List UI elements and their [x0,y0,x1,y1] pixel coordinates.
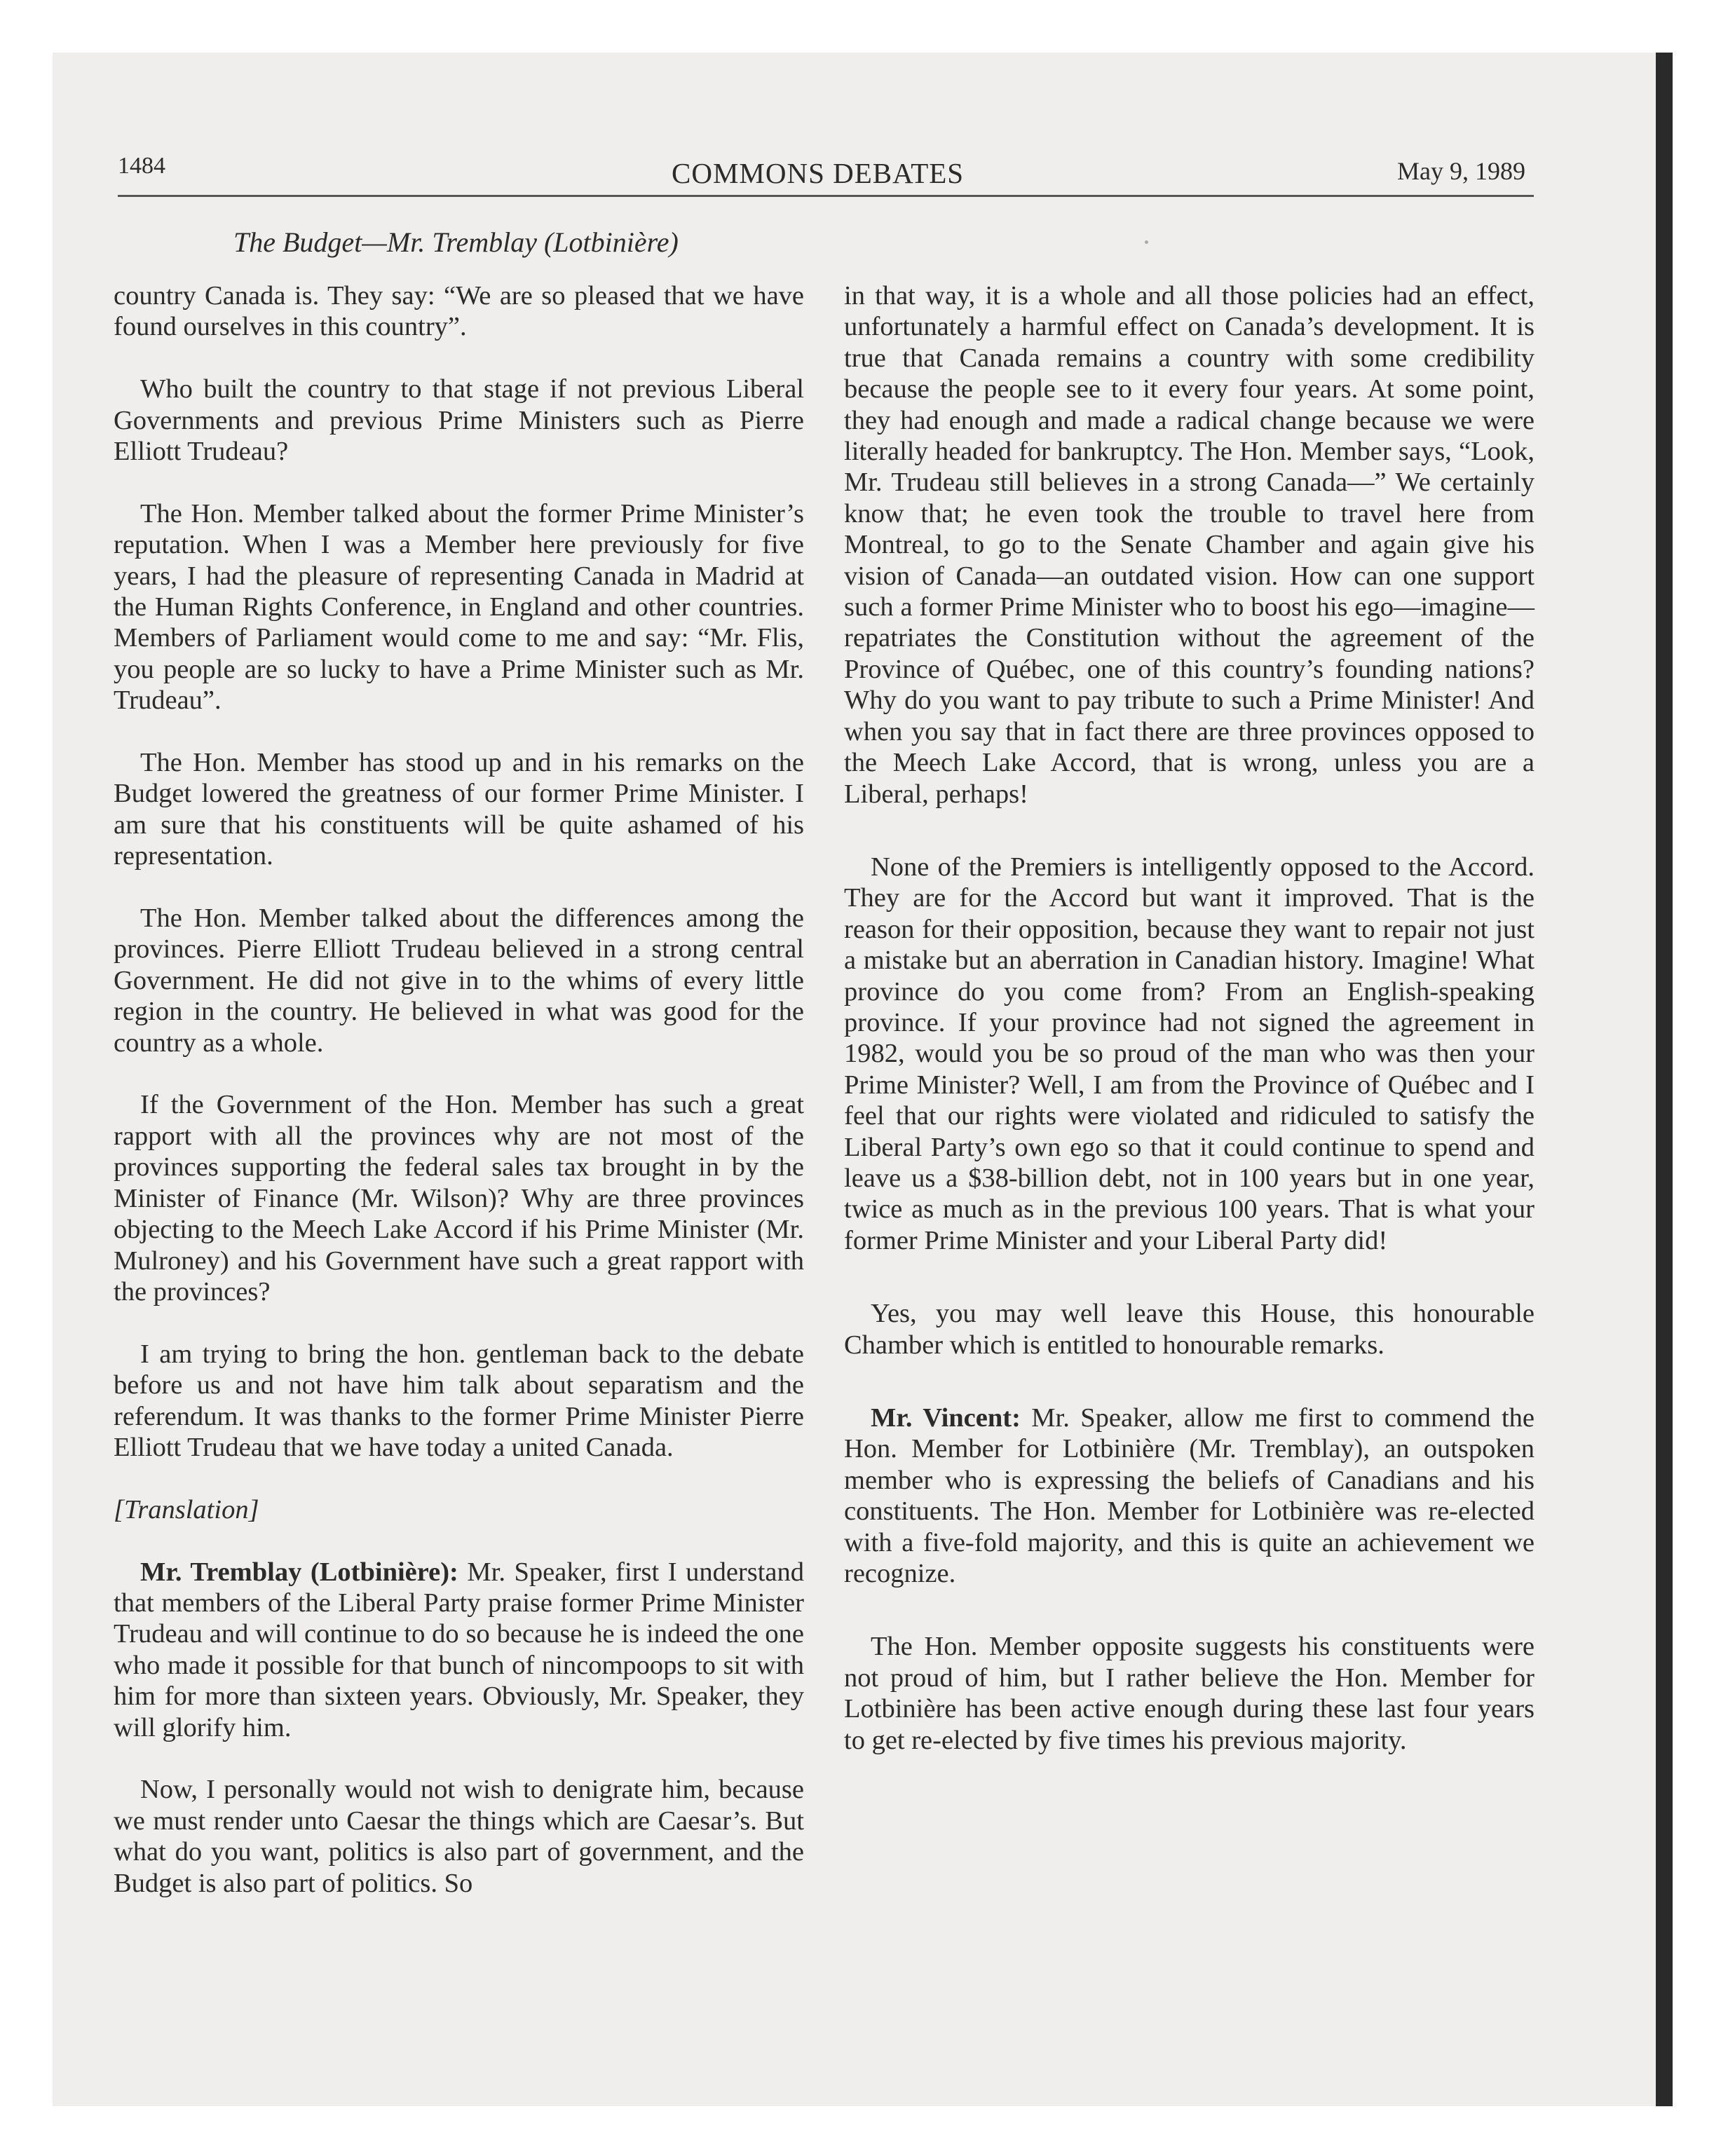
paragraph: Now, I personally would not wish to denigrate him, because we must render unto Caesar the things which are Caesar’s. But what do you want, politics is also part of government, and the Budget is also part of politics. So [114,1775,804,1898]
speech-text: Mr. Speaker, allow me first to commend the Hon. Member for Lotbinière (Mr. Tremblay), an outspoken member who is expressing the beliefs of Canadians and his constituents. The Hon. Member for Lotbinière was re-elected with a five-fold majority, and this is quite an achievement we recognize. [844,1403,1535,1589]
paragraph: The Hon. Member talked about the differences among the provinces. Pierre Elliott Trudeau believed in a strong central Government. He did not give in to the whims of every little region in the country. He believed in what was good for the country as a whole. [114,903,804,1058]
speech-text: Mr. Speaker, first I understand that members of the Liberal Party praise former Prime Minister Trudeau and will continue to do so because he is indeed the one who made it possible for that bunch of nincompoops to sit with him for more than sixteen years. Obviously, Mr. Speaker, they will glorify him. [114,1557,804,1742]
page-number: 1484 [118,153,165,179]
paragraph: I am trying to bring the hon. gentleman back to the debate before us and not have him talk about separatism and the referendum. It was thanks to the former Prime Minister Pierre Elliott Trudeau that we have today a united Canada. [114,1339,804,1462]
paragraph: The Hon. Member opposite suggests his constituents were not proud of him, but I rather believe the Hon. Member for Lotbinière has been active enough during these last four years to get re-elected by five times his previous majority. [844,1632,1535,1755]
scan-edge [1656,53,1673,2106]
header-rule [118,195,1534,197]
stray-mark [1145,240,1148,244]
speaker-name: Mr. Tremblay (Lotbinière): [140,1557,458,1587]
paragraph: If the Government of the Hon. Member has such a great rapport with all the provinces why are not most of the provinces supporting the federal sales tax brought in by the Minister of Finance (Mr. Wilson)? Why are three provinces objecting to the Meech Lake Accord if his Prime Minister (Mr. Mulroney) and his Government have such a great rapport with the provinces? [114,1090,804,1306]
left-column [114,280,804,1899]
right-column [844,280,1535,1756]
paragraph [844,1403,1535,1589]
paragraph: country Canada is. They say: “We are so pleased that we have found ourselves in this country”. [114,281,804,342]
publication-title: COMMONS DEBATES [672,157,965,189]
running-head: The Budget—Mr. Tremblay (Lotbinière) [233,226,679,258]
paragraph: in that way, it is a whole and all those policies had an effect, unfortunately a harmful effect on Canada’s development. It is true that Canada remains a country with some credibility because the people see to it every four years. At some point, they had enough and made a radical change because we were literally headed for bankruptcy. The Hon. Member says, “Look, Mr. Trudeau still believes in a strong Canada—” We certainly know that; he even took the trouble to travel here from Montreal, to go to the Senate Chamber and again give his vision of Canada—an outdated vision. How can one support such a former Prime Minister who to boost his ego—imagine—repatriates the Constitution without the agreement of the Province of Québec, one of this country’s founding nations? Why do you want to pay tribute to such a Prime Minister! And when you say that in fact there are three provinces opposed to the Meech Lake Accord, that is wrong, unless you are a Liberal, perhaps! [844,281,1535,809]
paragraph: Yes, you may well leave this House, this honourable Chamber which is entitled to honourable remarks. [844,1299,1535,1360]
translation-note: [Translation] [114,1494,259,1524]
paragraph: Who built the country to that stage if not previous Liberal Governments and previous Prime Ministers such as Pierre Elliott Trudeau? [114,374,804,467]
paragraph: The Hon. Member has stood up and in his remarks on the Budget lowered the greatness of our former Prime Minister. I am sure that his constituents will be quite ashamed of his representation. [114,748,804,871]
paragraph [114,1557,804,1743]
speaker-name: Mr. Vincent: [871,1403,1021,1433]
page-date: May 9, 1989 [1397,157,1525,185]
paragraph: The Hon. Member talked about the former Prime Minister’s reputation. When I was a Member here previously for five years, I had the pleasure of representing Canada in Madrid at the Human Rights Conference, in England and other countries. Members of Parliament would come to me and say: “Mr. Flis, you people are so lucky to have a Prime Minister such as Mr. Trudeau”. [114,498,804,716]
paragraph: None of the Premiers is intelligently opposed to the Accord. They are for the Accord but want it improved. That is the reason for their opposition, because they want to repair not just a mistake but an aberration in Canadian history. Imagine! What province do you come from? From an English-speaking province. If your province had not signed the agreement in 1982, would you be so proud of the man who was then your Prime Minister? Well, I am from the Province of Québec and I feel that our rights were violated and ridiculed to satisfy the Liberal Party’s own ego so that it could continue to spend and leave us a $38-billion debt, not in 100 years but in one year, twice as much as in the previous 100 years. That is what your former Prime Minister and your Liberal Party did! [844,852,1535,1255]
